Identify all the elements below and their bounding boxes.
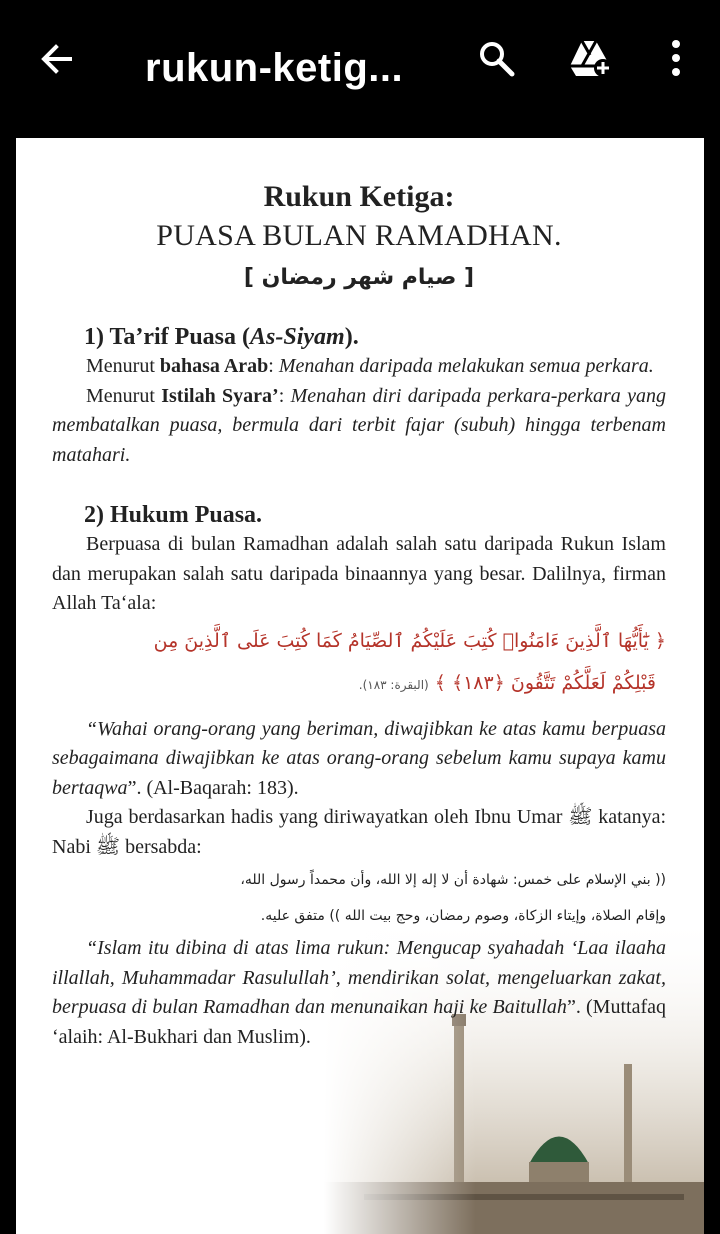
def2-term: Istilah Syara’ (161, 384, 279, 407)
verse-translation-text: “Wahai orang-orang yang beriman, diwajibkan ke atas kamu berpuasa sebagaimana diwajibkan ke atas orang-orang sebelum kamu supaya kamu bertaqwa (52, 717, 666, 799)
app-bar (0, 0, 720, 138)
section-2-heading: 2) Hukum Puasa. (84, 502, 263, 528)
document-page[interactable] (16, 138, 704, 1234)
section-1-heading-italic: As-Siyam (250, 324, 345, 350)
arrow-left-icon (36, 40, 76, 80)
chapter-subtitle: PUASA BULAN RAMADHAN. (156, 219, 562, 252)
definition-syara (52, 382, 666, 471)
def2-colon: : (278, 384, 291, 407)
more-vert-icon (660, 38, 700, 78)
def1-term: bahasa Arab (159, 355, 269, 377)
back-button[interactable] (36, 40, 76, 80)
def1-colon: : (268, 355, 279, 377)
more-options-button[interactable] (660, 38, 700, 78)
hadith-intro: Juga berdasarkan hadis yang diriwayatkan oleh Ibnu Umar ﷺ katanya: Nabi ﷺ bersabda: (52, 806, 667, 858)
hadith-translation-text: “Islam itu dibina di atas lima rukun: Mengucap syahadah ‘Laa ilaaha illallah, Muhammadar Rasulullah’, mendirikan solat, mengeluarkan zakat, berpuasa di bulan Ramadhan dan menunaikan haji ke Baitullah (52, 937, 666, 1018)
search-button[interactable] (476, 38, 516, 78)
section-1-heading-suffix: ). (344, 324, 359, 350)
page-text (52, 178, 666, 1052)
chapter-title: Rukun Ketiga: (263, 180, 455, 213)
add-to-drive-button[interactable] (568, 38, 608, 78)
def1-prefix: Menurut (86, 355, 160, 377)
def2-text: Menahan diri daripada perkara-perkara yang membatalkan puasa, bermula dari terbit fajar (subuh) hingga terbenam matahari. (52, 384, 667, 466)
hadith-translation (52, 934, 666, 1052)
definition-language (52, 352, 666, 382)
quran-verse-reference: (البقرة: ١٨٣). (358, 677, 429, 692)
verse-translation-source: ”. (Al-Baqarah: 183). (127, 776, 299, 799)
quran-verse-line-2 (52, 667, 666, 701)
hadith-arabic-line-1: (( بني الإسلام على خمس: شهادة أن لا إله إلا الله، وأن محمداً رسول الله، (240, 872, 666, 888)
add-to-drive-icon (568, 38, 614, 78)
hadith-arabic-line-2: وإقام الصلاة، وإيتاء الزكاة، وصوم رمضان، وحج بيت الله )) متفق عليه. (260, 908, 666, 924)
chapter-arabic-title: [ صيام شهر رمضان ] (243, 265, 475, 290)
quran-verse-line-1: ﴿ يَٰٓأَيُّهَا ٱلَّذِينَ ءَامَنُوا۟ كُتِبَ عَلَيْكُمُ ٱلصِّيَامُ كَمَا كُتِبَ عَلَى ٱلَّذِينَ مِن (153, 629, 666, 652)
search-icon (476, 38, 516, 78)
def1-text: Menahan daripada melakukan semua perkara. (278, 355, 654, 377)
hukum-paragraph: Berpuasa di bulan Ramadhan adalah salah satu daripada Rukun Islam dan merupakan salah satu daripada binaannya yang besar. Dalilnya, firman Allah Ta‘ala: (52, 533, 666, 614)
section-1-heading (84, 322, 666, 352)
hadith-translation-source: ”. (Muttafaq ‘alaih: Al-Bukhari dan Muslim). (52, 996, 666, 1048)
document-title: rukun-ketig... (145, 46, 404, 90)
quran-verse-text-2: قَبْلِكُمْ لَعَلَّكُمْ تَتَّقُونَ ﴿١٨٣﴾ ﴾ (434, 671, 656, 694)
section-1-heading-prefix: 1) Ta’rif Puasa ( (84, 324, 251, 350)
verse-translation (52, 715, 666, 804)
def2-prefix: Menurut (86, 384, 162, 407)
